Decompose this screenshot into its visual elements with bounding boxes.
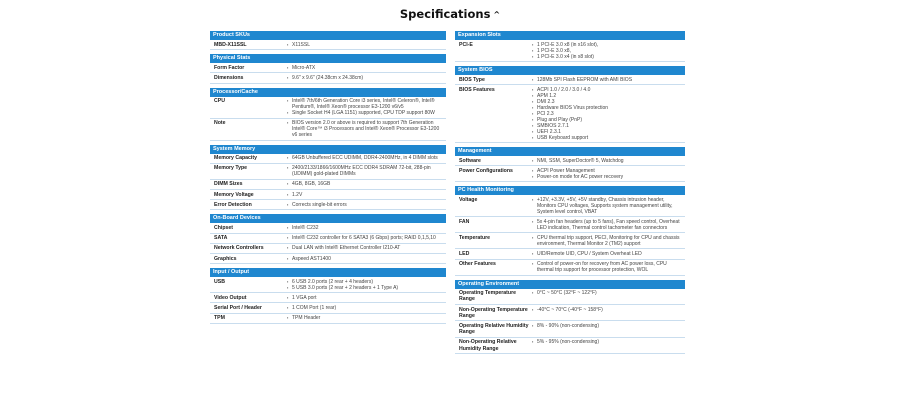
spec-row	[210, 303, 446, 313]
spec-row	[455, 217, 685, 233]
spec-label: Power Configurations	[459, 167, 513, 174]
section-operating-environment	[455, 280, 685, 355]
spec-row	[210, 119, 446, 141]
spec-value	[532, 290, 685, 302]
spec-value-item: ▪ +12V, +3.3V, +5V, +5V standby, Chassis intrusion header, Monitors CPU voltages, Supports system management utility, System level control, VBAT	[532, 197, 683, 215]
spec-label: DIMM Sizes	[214, 181, 243, 188]
spec-value	[532, 42, 685, 60]
spec-value	[287, 235, 446, 241]
section-header: PC Health Monitoring	[455, 186, 685, 195]
spec-value-item: ▪ Dual LAN with Intel® Ethernet Controller I210-AT	[287, 245, 444, 251]
spec-value-item: ▪ SMBIOS 2.7.1	[532, 123, 683, 129]
spec-label: Error Detection	[214, 201, 252, 208]
spec-row	[210, 234, 446, 244]
spec-value	[287, 245, 446, 251]
spec-value-item: ▪ 1.2V	[287, 192, 444, 198]
spec-value-item: ▪ Intel® C232	[287, 225, 444, 231]
spec-value-item: ▪ APM 1.2	[532, 93, 683, 99]
section-header: System Memory	[210, 145, 446, 154]
spec-row	[210, 180, 446, 190]
section-header: Physical Stats	[210, 54, 446, 63]
spec-value	[532, 251, 685, 257]
spec-row	[210, 63, 446, 73]
section-header: Product SKUs	[210, 31, 446, 40]
spec-value-item: ▪ Micro-ATX	[287, 65, 444, 71]
spec-value-item: ▪ 1 PCI-E 3.0 x4 (in x8 slot)	[532, 54, 683, 60]
spec-value-item: ▪ 1 PCI-E 3.0 x8 (in x16 slot),	[532, 42, 683, 48]
spec-label: Chipset	[214, 224, 234, 231]
spec-value-item: ▪ PCI 2.3	[532, 111, 683, 117]
spec-value	[532, 77, 685, 83]
spec-label: Non-Operating Relative Humidity Range	[459, 339, 517, 352]
spec-value-item: ▪ ACPI 1.0 / 2.0 / 3.0 / 4.0	[532, 87, 683, 93]
spec-value	[287, 98, 446, 116]
spec-label: FAN	[459, 218, 470, 225]
specifications-header[interactable]	[0, 0, 900, 28]
spec-row	[210, 154, 446, 164]
spec-label: Graphics	[214, 255, 237, 262]
spec-value-item: ▪ Corrects single-bit errors	[287, 202, 444, 208]
spec-value-item: ▪ 9.6" x 9.6" (24.38cm x 24.38cm)	[287, 75, 444, 81]
specs-right-column	[455, 31, 685, 358]
spec-value	[287, 279, 446, 291]
spec-label: BIOS Features	[459, 86, 495, 93]
spec-value-item: ▪ 5x 4-pin fan headers (up to 5 fans), Fan speed control, Overheat LED indication, Thermal control tachometer fan connectors	[532, 219, 683, 231]
section-header: On-Board Devices	[210, 214, 446, 223]
spec-value-item: ▪ CPU thermal trip support, PECI, Monitoring for CPU and chassis environment, Thermal Monitor 2 (TM2) support	[532, 235, 683, 247]
specs-left-column	[210, 31, 446, 328]
spec-value	[532, 168, 685, 180]
spec-value-item: ▪ 128Mb SPI Flash EEPROM with AMI BIOS	[532, 77, 683, 83]
spec-value-item: ▪ Power-on mode for AC power recovery	[532, 174, 683, 180]
spec-row	[210, 244, 446, 254]
section-system-memory	[210, 145, 446, 211]
spec-value	[287, 295, 446, 301]
spec-row	[210, 164, 446, 180]
spec-row	[455, 75, 685, 85]
spec-row	[455, 233, 685, 249]
section-physical-stats	[210, 54, 446, 83]
spec-value-item: ▪ 4GB, 8GB, 16GB	[287, 181, 444, 187]
section-header: Input / Output	[210, 268, 446, 277]
spec-label: Voltage	[459, 196, 478, 203]
chevron-up-icon: ^	[493, 10, 501, 19]
spec-value-item: ▪ 1 COM Port (1 rear)	[287, 305, 444, 311]
spec-row	[210, 73, 446, 83]
spec-value	[287, 202, 446, 208]
spec-value	[287, 315, 446, 321]
spec-value-item: ▪ UID/Remote UID, CPU / System Overheat LED	[532, 251, 683, 257]
spec-value	[532, 158, 685, 164]
spec-value-item: ▪ 6 USB 2.0 ports (2 rear + 4 headers)	[287, 279, 444, 285]
spec-value	[287, 65, 446, 71]
spec-label: BIOS Type	[459, 76, 485, 83]
spec-value-item: ▪ Intel® 7th/6th Generation Core i3 series, Intel® Celeron®, Intel® Pentium®, Intel® Xeon® processor E3-1200 v6/v5	[287, 98, 444, 110]
spec-label: MBD-X11SSL	[214, 41, 247, 48]
section-header: System BIOS	[455, 66, 685, 75]
spec-label: Non-Operating Temperature Range	[459, 306, 528, 319]
spec-value	[532, 87, 685, 141]
spec-row	[455, 249, 685, 259]
spec-row	[455, 338, 685, 354]
spec-label: PCI-E	[459, 41, 473, 48]
spec-value	[287, 305, 446, 311]
spec-label: Operating Relative Humidity Range	[459, 322, 529, 336]
spec-label: SATA	[214, 235, 228, 242]
section-pc-health-monitoring	[455, 186, 685, 275]
spec-value-item: ▪ TPM Header	[287, 315, 444, 321]
spec-value-item: ▪ Single Socket H4 (LGA 1151) supported, CPU TDP support 80W	[287, 110, 444, 116]
spec-value	[532, 323, 685, 335]
spec-value-item: ▪ Aspeed AST1400	[287, 256, 444, 262]
spec-value-item: ▪ BIOS version 2.0 or above is required to support 7th Generation Intel® Core™ i3 Processors and Intel® Xeon® Processor E3-1200 v6 series	[287, 120, 444, 138]
spec-value	[287, 42, 446, 48]
spec-value	[287, 256, 446, 262]
page-title-text: Specifications	[399, 7, 491, 21]
spec-value-item: ▪ USB Keyboard support	[532, 135, 683, 141]
spec-value-item: ▪ 0°C ~ 50°C (32°F ~ 122°F)	[532, 290, 683, 296]
spec-row	[210, 277, 446, 293]
section-header: Operating Environment	[455, 280, 685, 289]
spec-label: USB	[214, 278, 225, 285]
section-system-bios	[455, 66, 685, 143]
spec-value	[532, 261, 685, 273]
spec-label: LED	[459, 250, 470, 257]
spec-row	[210, 200, 446, 210]
spec-value-item: ▪ 5 USB 3.0 ports (2 rear + 2 headers + 1 Type A)	[287, 285, 444, 291]
spec-value	[287, 165, 446, 177]
spec-value-item: ▪ UEFI 2.3.1	[532, 129, 683, 135]
spec-value	[287, 155, 446, 161]
spec-row	[455, 40, 685, 62]
spec-label: Memory Type	[214, 165, 248, 172]
spec-row	[210, 223, 446, 233]
spec-row	[455, 289, 685, 305]
spec-value	[287, 181, 446, 187]
spec-row	[210, 40, 446, 50]
spec-row	[210, 97, 446, 119]
spec-value-item: ▪ 64GB Unbuffered ECC UDIMM, DDR4-2400MHz, in 4 DIMM slots	[287, 155, 444, 161]
section-header: Management	[455, 147, 685, 156]
spec-value-item: ▪ Plug and Play (PnP)	[532, 117, 683, 123]
section-product-skus	[210, 31, 446, 50]
spec-label: Serial Port / Header	[214, 304, 262, 311]
spec-label: CPU	[214, 98, 225, 105]
spec-value-item: ▪ 8% - 90% (non-condensing)	[532, 323, 683, 329]
section-expansion-slots	[455, 31, 685, 62]
page-title[interactable]	[400, 7, 500, 21]
spec-value-item: ▪ ACPI Power Management	[532, 168, 683, 174]
spec-row	[455, 260, 685, 276]
spec-label: Other Features	[459, 261, 496, 268]
spec-label: Dimensions	[214, 74, 244, 81]
spec-label: Network Controllers	[214, 245, 264, 252]
spec-row	[210, 190, 446, 200]
spec-row	[210, 254, 446, 264]
spec-value	[532, 339, 685, 351]
spec-row	[455, 305, 685, 321]
spec-value-item: ▪ DMI 2.3	[532, 99, 683, 105]
section-header: Expansion Slots	[455, 31, 685, 40]
spec-label: Form Factor	[214, 64, 245, 71]
spec-row	[455, 166, 685, 182]
spec-label: Operating Temperature Range	[459, 290, 516, 303]
spec-label: Memory Voltage	[214, 191, 254, 198]
section-input-output	[210, 268, 446, 324]
spec-value-item: ▪ Hardware BIOS Virus protection	[532, 105, 683, 111]
spec-value-item: ▪ Intel® C232 controller for 6 SATA3 (6 Gbps) ports; RAID 0,1,5,10	[287, 235, 444, 241]
spec-label: Temperature	[459, 234, 491, 241]
spec-value	[287, 75, 446, 81]
spec-value	[287, 192, 446, 198]
spec-value	[532, 307, 685, 319]
spec-value	[532, 197, 685, 215]
spec-row	[210, 293, 446, 303]
spec-label: Memory Capacity	[214, 155, 257, 162]
spec-row	[455, 85, 685, 143]
spec-row	[455, 321, 685, 337]
spec-label: Note	[214, 120, 226, 127]
spec-value-item: ▪ 1 PCI-E 3.0 x8,	[532, 48, 683, 54]
spec-label: Software	[459, 157, 481, 164]
section-on-board-devices	[210, 214, 446, 264]
spec-value-item: ▪ 1 VGA port	[287, 295, 444, 301]
spec-value	[532, 219, 685, 231]
spec-value-item: ▪ X11SSL	[287, 42, 444, 48]
spec-value-item: ▪ Control of power-on for recovery from AC power loss, CPU thermal trip support for processor protection, WOL	[532, 261, 683, 273]
spec-label: Video Output	[214, 294, 247, 301]
section-header: Processor/Cache	[210, 88, 446, 97]
spec-row	[210, 314, 446, 324]
spec-value-item: ▪ 2400/2133/1866/1600MHz ECC DDR4 SDRAM 72-bit, 288-pin (UDIMM) gold-plated DIMMs	[287, 165, 444, 177]
section-processor-cache	[210, 88, 446, 141]
spec-value	[287, 225, 446, 231]
spec-value-item: ▪ 5% - 95% (non-condensing)	[532, 339, 683, 345]
spec-label: TPM	[214, 315, 225, 322]
spec-row	[455, 156, 685, 166]
spec-value	[287, 120, 446, 138]
spec-value-item: ▪ -40°C ~ 70°C (-40°F ~ 158°F)	[532, 307, 683, 313]
spec-row	[455, 195, 685, 217]
spec-value	[532, 235, 685, 247]
spec-value-item: ▪ NMI, SSM, SuperDoctor® 5, Watchdog	[532, 158, 683, 164]
section-management	[455, 147, 685, 182]
